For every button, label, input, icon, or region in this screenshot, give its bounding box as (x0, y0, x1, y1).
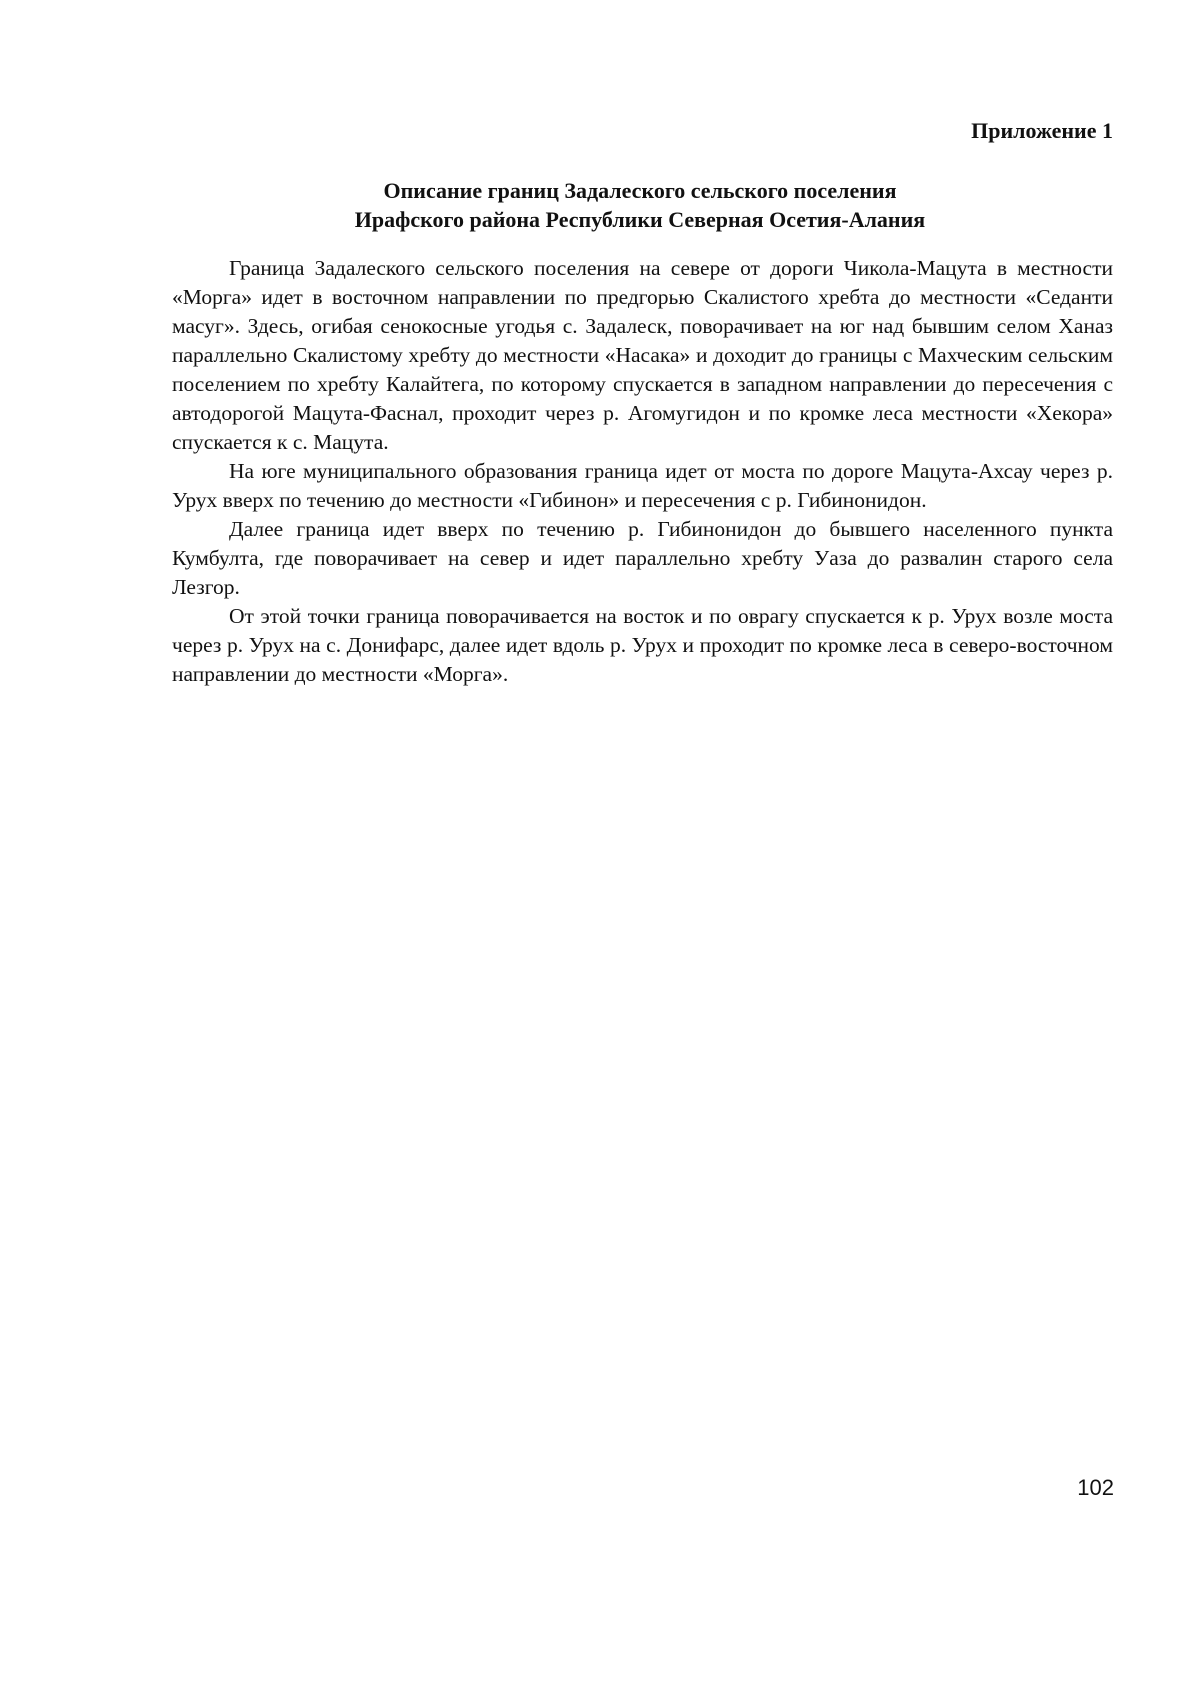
document-title-line-2: Ирафского района Республики Северная Осетия-Алания (354, 207, 926, 232)
paragraph-west-boundary: Далее граница идет вверх по течению р. Гибинонидон до бывшего населенного пункта Кумбулта, где поворачивает на север и идет параллельно хребту Уаза до развалин старого села Лезгор. (172, 517, 1113, 599)
paragraph-south-boundary: На юге муниципального образования граница идет от моста по дороге Мацута-Ахсау через р. Урух вверх по течению до местности «Гибинон» и пересечения с р. Гибинонидон. (172, 459, 1113, 512)
paragraph-east-boundary: От этой точки граница поворачивается на восток и по оврагу спускается к р. Урух возле моста через р. Урух на с. Донифарс, далее идет вдоль р. Урух и проходит по кромке леса в северо-восточном направлении до местности «Морга». (172, 604, 1113, 686)
document-body (172, 254, 1113, 689)
document-title-line-1: Описание границ Задалеского сельского поселения (383, 178, 897, 203)
appendix-label: Приложение 1 (971, 118, 1113, 143)
page-number: 102 (1077, 1475, 1114, 1500)
paragraph-north-boundary: Граница Задалеского сельского поселения на севере от дороги Чикола-Мацута в местности «Морга» идет в восточном направлении по предгорью Скалистого хребта до местности «Седанти масуг». Здесь, огибая сенокосные угодья с. Задалеск, поворачивает на юг над бывшим селом Ханаз параллельно Скалистому хребту до местности «Насака» и доходит до границы с Махческим сельским поселением по хребту Калайтега, по которому спускается в западном направлении до пересечения с автодорогой Мацута-Фаснал, проходит через р. Агомугидон и по кромке леса местности «Хекора» спускается к с. Мацута. (172, 256, 1113, 454)
document-title (170, 176, 1110, 234)
